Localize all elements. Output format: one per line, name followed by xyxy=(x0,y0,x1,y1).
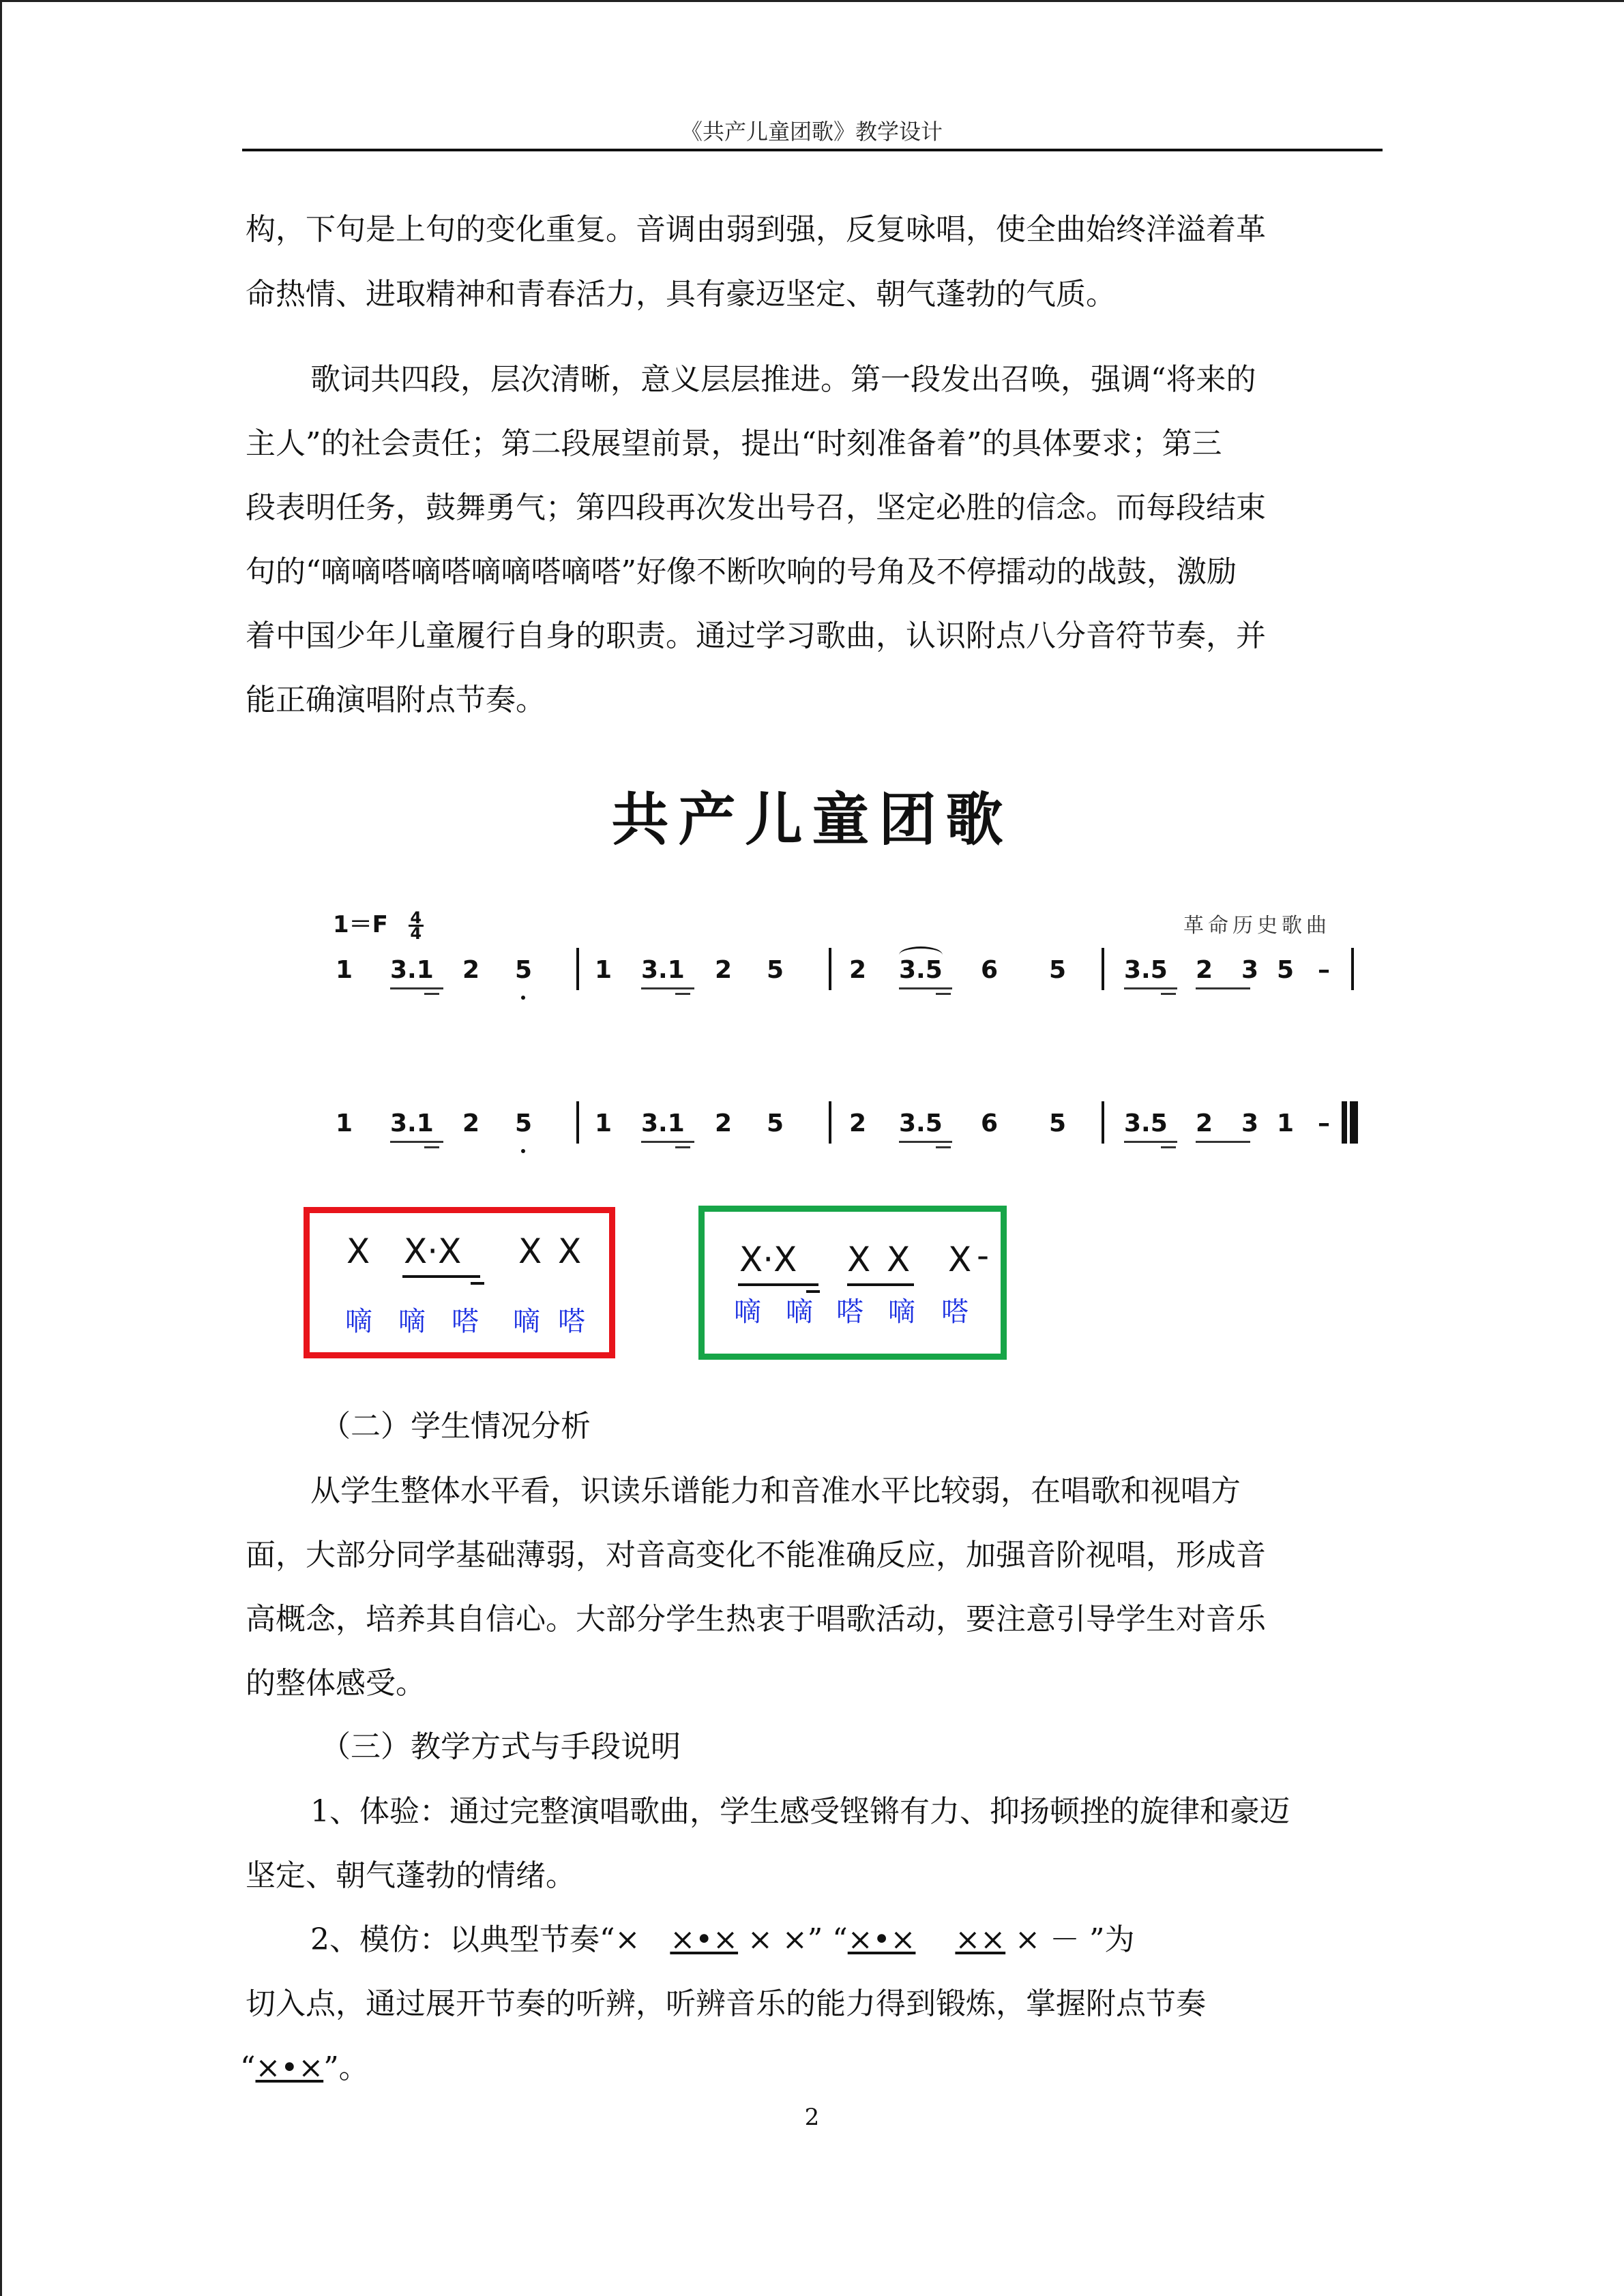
rhythm-syllable: 嘀 xyxy=(345,1306,372,1337)
score-note: 5 xyxy=(515,956,533,984)
score-note: 2 xyxy=(849,1109,867,1137)
score-note: 5 xyxy=(1277,956,1295,984)
score-note: 6 xyxy=(981,1109,999,1137)
rhythm-syllable: 嘀 xyxy=(513,1306,540,1337)
page-number: 2 xyxy=(804,2104,820,2131)
rhythm-underline xyxy=(402,1275,480,1278)
sixteenth-underline xyxy=(936,1146,951,1148)
bar-line xyxy=(829,948,831,990)
p1-line2: 命热情、进取精神和青春活力，具有豪迈坚定、朝气蓬勃的气质。 xyxy=(246,277,1116,312)
rhythm-note: X xyxy=(346,1232,370,1271)
bar-line xyxy=(829,1101,831,1144)
section3-item1-line2: 坚定、朝气蓬勃的情绪。 xyxy=(246,1858,576,1893)
item2-quote-close: ”。 xyxy=(323,2051,369,2085)
tie-arc xyxy=(899,946,943,964)
score-note: 2 xyxy=(715,1109,733,1137)
sixteenth-underline xyxy=(1161,1146,1176,1148)
score-title: 共产儿童团歌 xyxy=(611,786,1013,853)
section2-line3: 高概念，培养其自信心。大部分学生热衷于唱歌活动，要注意引导学生对音乐 xyxy=(246,1602,1266,1637)
item2-text-g: × － ”为 xyxy=(1005,1922,1135,1957)
section2-heading: （二）学生情况分析 xyxy=(321,1409,591,1444)
score-note: 1 xyxy=(1277,1109,1295,1137)
score-note: 3.1 xyxy=(641,956,685,984)
sixteenth-underline xyxy=(424,993,439,995)
item2-rhythm-eighths: ×× xyxy=(955,1922,1006,1957)
score-note: 2 xyxy=(1196,956,1213,984)
bar-line xyxy=(576,948,579,990)
final-bar-line xyxy=(1347,1101,1358,1144)
time-signature xyxy=(409,908,424,943)
score-note: 5 xyxy=(515,1109,533,1137)
key-signature: 1＝F xyxy=(333,911,388,938)
section3-heading: （三）教学方式与手段说明 xyxy=(321,1729,681,1764)
item2-text-c: × ×” “ xyxy=(738,1922,848,1957)
rhythm-syllable: 嗒 xyxy=(558,1306,585,1337)
rhythm-note: X xyxy=(518,1232,542,1271)
section3-item2-line3 xyxy=(240,2043,369,2087)
item2-rhythm-dotted-3: ×•× xyxy=(255,2051,324,2085)
p2-line5: 着中国少年儿童履行自身的职责。通过学习歌曲，认识附点八分音符节奏，并 xyxy=(246,618,1266,653)
sixteenth-underline xyxy=(675,993,690,995)
score-note: 3.5 xyxy=(899,1109,943,1137)
score-note: 3.1 xyxy=(641,1109,685,1137)
rhythm-note: X·X xyxy=(739,1240,797,1279)
score-note: 6 xyxy=(981,956,999,984)
page-header: 《共产儿童团歌》教学设计 xyxy=(680,119,943,145)
rhythm-underline xyxy=(471,1282,484,1285)
rhythm-rest-dash: - xyxy=(977,1236,990,1275)
p2-line3: 段表明任务，鼓舞勇气；第四段再次发出号召，坚定必胜的信念。而每段结束 xyxy=(246,490,1266,525)
rhythm-underline xyxy=(738,1283,818,1286)
rhythm-note: X xyxy=(948,1240,972,1279)
eighth-underline xyxy=(390,1141,443,1143)
eighth-underline xyxy=(1196,1141,1250,1143)
score-note: 3.1 xyxy=(390,956,434,984)
score-note: 2 xyxy=(462,956,480,984)
p2-line6: 能正确演唱附点节奏。 xyxy=(246,683,546,717)
meter-top: 4 xyxy=(410,908,422,927)
rhythm-syllable: 嘀 xyxy=(398,1306,426,1337)
meter-bottom: 4 xyxy=(410,924,422,943)
item2-space xyxy=(915,1922,955,1957)
rhythm-note: X·X xyxy=(404,1232,462,1271)
page-edge-top xyxy=(0,0,1624,2)
eighth-underline xyxy=(1124,1141,1177,1143)
rhythm-underline xyxy=(847,1283,914,1286)
score-note: 5 xyxy=(767,1109,784,1137)
score-note: 1 xyxy=(595,956,612,984)
sixteenth-underline xyxy=(675,1146,690,1148)
rhythm-syllable: 嘀 xyxy=(786,1296,813,1328)
score-note: 2 xyxy=(715,956,733,984)
score-note: 3.5 xyxy=(899,956,943,984)
score-note: 3 xyxy=(1241,1109,1259,1137)
item2-rhythm-dotted-2: ×•× xyxy=(847,1922,916,1957)
score-source: 革命历史歌曲 xyxy=(1183,914,1331,938)
score-key xyxy=(333,906,424,943)
section3-item2-line2: 切入点，通过展开节奏的听辨，听辨音乐的能力得到锻炼，掌握附点节奏 xyxy=(246,1986,1206,2021)
sixteenth-underline xyxy=(936,993,951,995)
score-note: 3 xyxy=(1241,956,1259,984)
rhythm-syllable: 嘀 xyxy=(734,1296,761,1328)
eighth-underline xyxy=(390,987,443,989)
eighth-underline xyxy=(1196,987,1250,989)
score-note: 1 xyxy=(595,1109,612,1137)
bar-line xyxy=(1102,1101,1104,1144)
rhythm-note: X xyxy=(847,1240,871,1279)
score-note: 2 xyxy=(849,956,867,984)
eighth-underline xyxy=(1124,987,1177,989)
section3-item2-line1 xyxy=(310,1915,1134,1958)
low-octave-dot xyxy=(521,1149,525,1153)
rhythm-note: X xyxy=(887,1240,911,1279)
score-note: 1 xyxy=(336,1109,353,1137)
bar-line xyxy=(1351,948,1354,990)
rhythm-underline xyxy=(806,1290,820,1293)
item2-rhythm-dotted: ×•× xyxy=(670,1922,739,1957)
item2-text-a: 2、模仿：以典型节奏“× xyxy=(310,1922,670,1957)
score-note: 3.5 xyxy=(1124,956,1168,984)
eighth-underline xyxy=(641,1141,694,1143)
rhythm-syllable: 嗒 xyxy=(941,1296,969,1328)
p2-line2: 主人”的社会责任；第二段展望前景，提出“时刻准备着”的具体要求；第三 xyxy=(246,426,1222,461)
section2-line4: 的整体感受。 xyxy=(246,1666,426,1701)
section2-line2: 面，大部分同学基础薄弱，对音高变化不能准确反应，加强音阶视唱，形成音 xyxy=(246,1538,1266,1572)
header-rule xyxy=(242,149,1383,151)
page-edge-left xyxy=(0,0,2,2296)
score-note: 1 xyxy=(336,956,353,984)
eighth-underline xyxy=(899,1141,952,1143)
item2-quote-open: “ xyxy=(240,2051,256,2085)
eighth-underline xyxy=(899,987,952,989)
score-note: 5 xyxy=(1049,956,1067,984)
low-octave-dot xyxy=(521,996,525,1000)
p2-line4: 句的“嘀嘀嗒嘀嗒嘀嘀嗒嘀嗒”好像不断吹响的号角及不停擂动的战鼓，激励 xyxy=(246,554,1237,589)
p2-line1: 歌词共四段，层次清晰，意义层层推进。第一段发出召唤，强调“将来的 xyxy=(310,362,1256,397)
sixteenth-underline xyxy=(1161,993,1176,995)
score-note: 2 xyxy=(1196,1109,1213,1137)
rhythm-syllable: 嗒 xyxy=(836,1296,863,1328)
score-note: 2 xyxy=(462,1109,480,1137)
rhythm-syllable: 嗒 xyxy=(452,1306,479,1337)
score-note: 3.5 xyxy=(1124,1109,1168,1137)
eighth-underline xyxy=(641,987,694,989)
score-note: 5 xyxy=(767,956,784,984)
score-note: 3.1 xyxy=(390,1109,434,1137)
score-note: – xyxy=(1318,1109,1330,1137)
rhythm-note: X xyxy=(558,1232,582,1271)
section3-item1-line1: 1、体验：通过完整演唱歌曲，学生感受铿锵有力、抑扬顿挫的旋律和豪迈 xyxy=(310,1794,1290,1829)
section2-line1: 从学生整体水平看，识读乐谱能力和音准水平比较弱，在唱歌和视唱方 xyxy=(310,1474,1241,1508)
p1-line1: 构，下句是上句的变化重复。音调由弱到强，反复咏唱，使全曲始终洋溢着革 xyxy=(246,212,1266,247)
score-note: 5 xyxy=(1049,1109,1067,1137)
bar-line xyxy=(576,1101,579,1144)
score-note: – xyxy=(1318,956,1330,984)
bar-line xyxy=(1102,948,1104,990)
rhythm-box-green xyxy=(698,1206,1007,1360)
sixteenth-underline xyxy=(424,1146,439,1148)
rhythm-syllable: 嘀 xyxy=(888,1296,915,1328)
